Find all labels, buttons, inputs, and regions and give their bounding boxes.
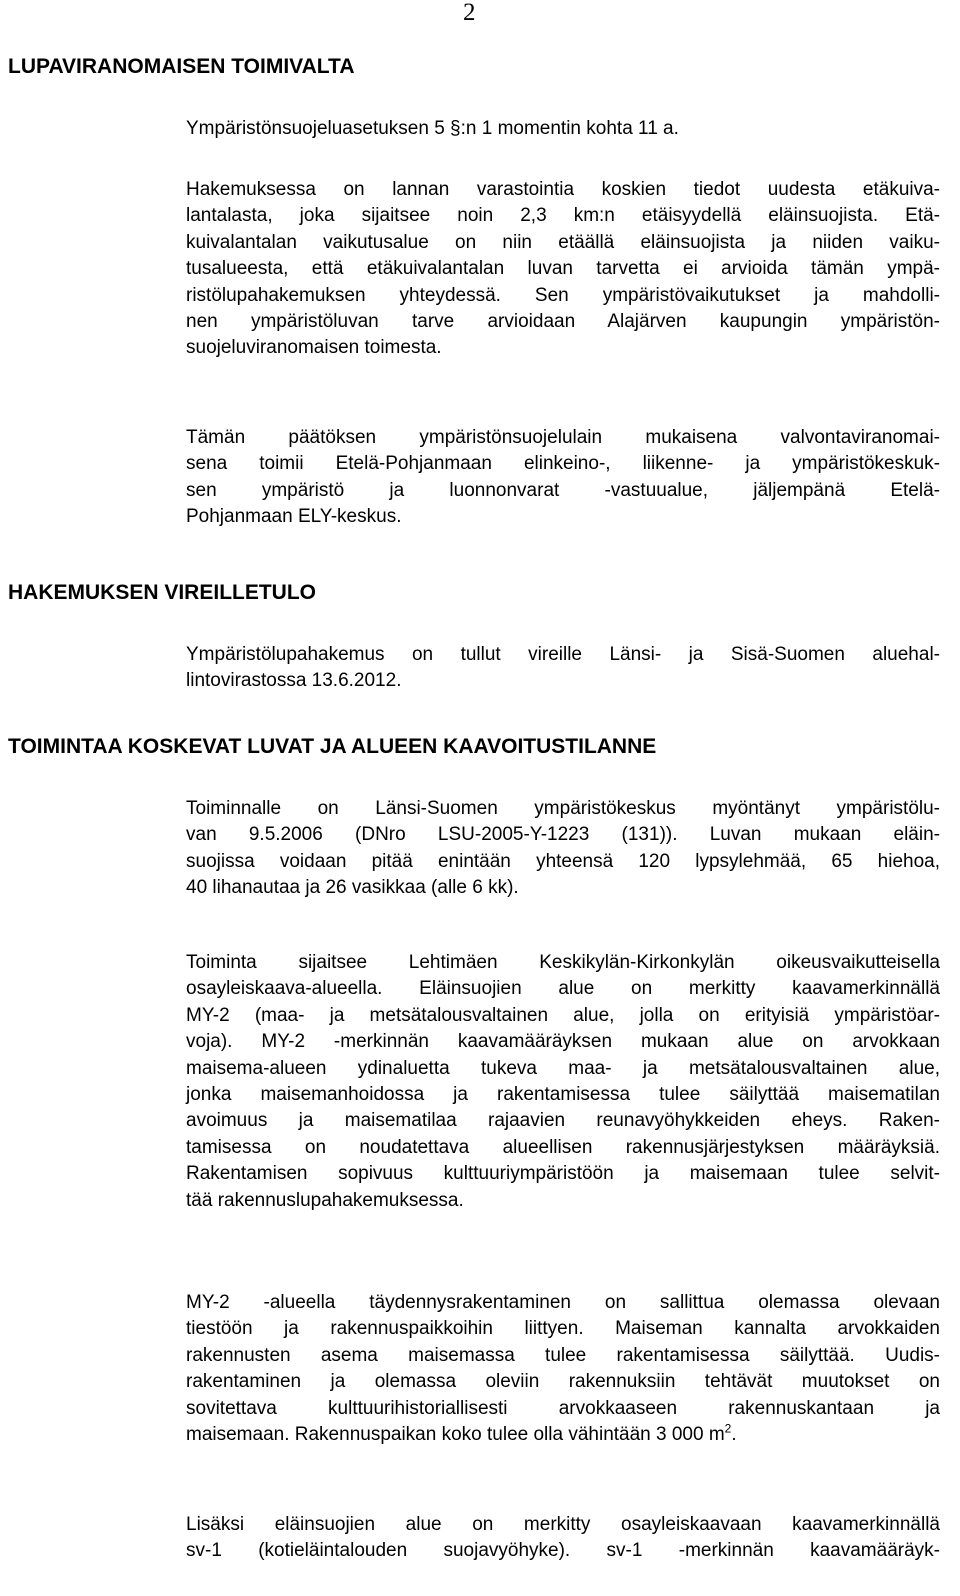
text-line: Ympäristölupahakemus on tullut vireille Länsi- ja Sisä-Suomen aluehal- <box>186 644 940 665</box>
text-line: lintovirastossa 13.6.2012. <box>186 670 402 692</box>
text-line: sen ympäristö ja luonnonvarat -vastuualue, jäljempänä Etelä- <box>186 479 940 501</box>
text-line: Pohjanmaan ELY-keskus. <box>186 506 402 528</box>
text-line: sovitettava kulttuurihistoriallisesti arvokkaaseen rakennuskantaan ja <box>186 1397 940 1419</box>
paragraph-permits-zoning-3 <box>186 1290 940 1448</box>
section-heading-application-pending: HAKEMUKSEN VIREILLETULO <box>8 581 317 604</box>
text-line: jonka maisemanhoidossa ja rakentamisessa tulee säilyttää maisematilan <box>186 1084 940 1106</box>
text-line: suojissa voidaan pitää enintään yhteensä 120 lypsylehmää, 65 hiehoa, <box>186 850 940 872</box>
text-line-end: . <box>731 1424 737 1446</box>
text-line: avoimuus ja maisematilaa rajaavien reunavyöhykkeiden eheys. Raken- <box>186 1110 940 1132</box>
text-line: sena toimii Etelä-Pohjanmaan elinkeino-, liikenne- ja ympäristökeskuk- <box>186 453 940 475</box>
text-line: sv-1 (kotieläintalouden suojavyöhyke). sv-1 -merkinnän kaavamääräyk- <box>186 1540 940 1562</box>
text-line: tusalueesta, että etäkuivalantalan luvan tarvetta ei arvioida tämän ympä- <box>186 258 940 280</box>
text-line <box>186 1422 940 1448</box>
text-line-body: maisemaan. Rakennuspaikan koko tulee olla vähintään 3 000 m <box>186 1424 725 1446</box>
text-line: rakentaminen ja olemassa oleviin rakennuksiin tehtävät muutokset on <box>186 1371 940 1393</box>
paragraph-permits-zoning-2 <box>186 950 940 1214</box>
paragraph-permit-authority-2 <box>186 177 940 362</box>
paragraph-permits-zoning-4 <box>186 1512 940 1565</box>
page-number: 2 <box>463 0 476 26</box>
superscript-exponent: 2 <box>724 1421 732 1436</box>
text-line: Toiminnalle on Länsi-Suomen ympäristökeskus myöntänyt ympäristölu- <box>186 798 940 819</box>
text-line: suojeluviranomaisen toimesta. <box>186 337 442 359</box>
paragraph-application-pending-1 <box>186 642 940 695</box>
paragraph-permit-authority-1 <box>186 116 940 142</box>
text-line: tiestöön ja rakennuspaikkoihin liittyen. Maiseman kannalta arvokkaiden <box>186 1318 940 1340</box>
text-line: Toiminta sijaitsee Lehtimäen Keskikylän-Kirkonkylän oikeusvaikutteisella <box>186 952 940 973</box>
paragraph-permits-zoning-1 <box>186 796 940 902</box>
text-line: osayleiskaava-alueella. Eläinsuojien alue on merkitty kaavamerkinnällä <box>186 978 940 1000</box>
text-line: nen ympäristöluvan tarve arvioidaan Alajärven kaupungin ympäristön- <box>186 311 940 333</box>
text-line: Hakemuksessa on lannan varastointia koskien tiedot uudesta etäkuiva- <box>186 179 940 200</box>
text-line: ristölupahakemuksen yhteydessä. Sen ympäristövaikutukset ja mahdolli- <box>186 284 940 306</box>
text-line: van 9.5.2006 (DNro LSU-2005-Y-1223 (131)). Luvan mukaan eläin- <box>186 824 940 846</box>
text-line: MY-2 -alueella täydennysrakentaminen on sallittua olemassa olevaan <box>186 1292 940 1313</box>
text-line: MY-2 (maa- ja metsätalousvaltainen alue, jolla on erityisiä ympäristöar- <box>186 1004 940 1026</box>
text-line: lantalasta, joka sijaitsee noin 2,3 km:n etäisyydellä eläinsuojista. Etä- <box>186 205 940 227</box>
text-line: voja). MY-2 -merkinnän kaavamääräyksen mukaan alue on arvokkaan <box>186 1031 940 1053</box>
text-line: Rakentamisen sopivuus kulttuuriympäristöön ja maisemaan tulee selvit- <box>186 1163 940 1185</box>
text-line: 40 lihanautaa ja 26 vasikkaa (alle 6 kk). <box>186 877 519 899</box>
text-line: Lisäksi eläinsuojien alue on merkitty osayleiskaavaan kaavamerkinnällä <box>186 1514 940 1535</box>
text-line: tää rakennuslupahakemuksessa. <box>186 1189 464 1211</box>
text-line: kuivalantalan vaikutusalue on niin etäällä eläinsuojista ja niiden vaiku- <box>186 231 940 253</box>
paragraph-permit-authority-3 <box>186 425 940 531</box>
section-heading-permit-authority: LUPAVIRANOMAISEN TOIMIVALTA <box>8 55 355 78</box>
text-line: rakennusten asema maisemassa tulee rakentamisessa säilyttää. Uudis- <box>186 1344 940 1366</box>
text-line: Tämän päätöksen ympäristönsuojelulain mukaisena valvontaviranomai- <box>186 427 940 448</box>
text-line: maisema-alueen ydinaluetta tukeva maa- ja metsätalousvaltainen alue, <box>186 1057 940 1079</box>
text-line: tamisessa on noudatettava alueellisen rakennusjärjestyksen määräyksiä. <box>186 1136 940 1158</box>
section-heading-permits-zoning: TOIMINTAA KOSKEVAT LUVAT JA ALUEEN KAAVOITUSTILANNE <box>8 735 657 758</box>
text-line: Ympäristönsuojeluasetuksen 5 §:n 1 momentin kohta 11 a. <box>186 118 679 139</box>
